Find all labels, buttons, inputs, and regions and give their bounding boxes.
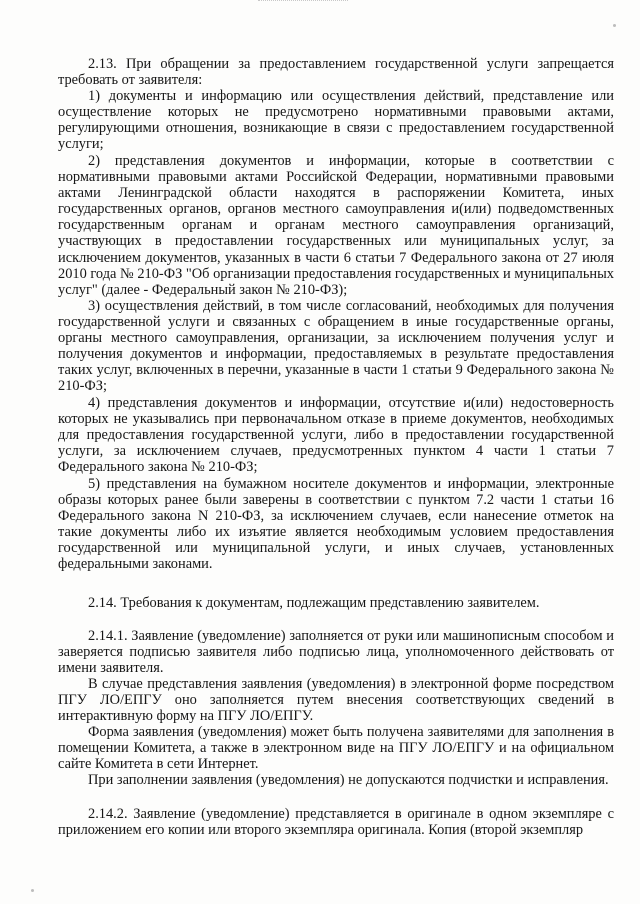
paragraph-form-availability: Форма заявления (уведомления) может быть получена заявителями для заполнения в помещении Комитета, а также в электронном виде на ПГУ ЛО/ЕПГУ и на официальном сайте Комитета в сети Интернет. <box>58 724 614 773</box>
list-item-4: 4) представления документов и информации, отсутствие и(или) недостоверность которых не указывались при первоначальном отказе в приеме документов, необходимых для предоставления государственной услуги, либо в предоставлении государственной услуги, за исключением случаев, предусмотренных пунктом 4 части 1 статьи 7 Федерального закона № 210-ФЗ; <box>58 395 614 476</box>
list-item-3: 3) осуществления действий, в том числе согласований, необходимых для получения государственной услуги и связанных с обращением в иные государственные органы, органы местного самоуправления, организации, за исключением получения услуг и получения документов и информации, предоставляемых в результате предоставления таких услуг, включенных в перечни, указанные в части 1 статьи 9 Федерального закона № 210-ФЗ; <box>58 298 614 395</box>
paragraph-electronic-form: В случае представления заявления (уведомления) в электронной форме посредством ПГУ ЛО/ЕПГУ оно заполняется путем внесения соответствующих сведений в интерактивную форму на ПГУ ЛО/ЕПГУ. <box>58 676 614 725</box>
paragraph-2-14-1: 2.14.1. Заявление (уведомление) заполняется от руки или машинописным способом и заверяется подписью заявителя либо подписью лица, уполномоченного действовать от имени заявителя. <box>58 628 614 677</box>
scan-dust <box>31 889 34 892</box>
list-item-2: 2) представления документов и информации, которые в соответствии с нормативными правовыми актами Российской Федерации, нормативными правовыми актами Ленинградской области находятся в распоряжении Комитета, иных государственных органов, органов местного самоуправления и(или) подведомственных государственным органам и органам местного самоуправления организаций, участвующих в предоставлении государственных или муниципальных услуг, за исключением документов, указанных в части 6 статьи 7 Федерального закона от 27 июля 2010 года № 210-ФЗ "Об организации предоставления государственных и муниципальных услуг" (далее - Федеральный закон № 210-ФЗ); <box>58 153 614 298</box>
section-2-14-heading: 2.14. Требования к документам, подлежащим представлению заявителем. <box>88 595 540 611</box>
scan-artifact <box>258 0 348 5</box>
paragraph-2-13-intro: 2.13. При обращении за предоставлением государственной услуги запрещается требовать от заявителя: <box>58 56 614 89</box>
scan-dust <box>613 24 616 27</box>
paragraph-no-erasures: При заполнении заявления (уведомления) не допускаются подчистки и исправления. <box>88 772 609 788</box>
paragraph-2-14-2: 2.14.2. Заявление (уведомление) представляется в оригинале в одном экземпляре с приложением его копии или второго экземпляра оригинала. Копия (второй экземпляр <box>58 806 614 839</box>
list-item-1: 1) документы и информацию или осуществления действий, представление или осуществление которых не предусмотрено нормативными правовыми актами, регулирующими отношения, возникающие в связи с предоставлением государственной услуги; <box>58 88 614 153</box>
list-item-5: 5) представления на бумажном носителе документов и информации, электронные образы которых ранее были заверены в соответствии с пунктом 7.2 части 1 статьи 16 Федерального закона N 210-ФЗ, за исключением случаев, если нанесение отметок на такие документы либо их изъятие является необходимым условием предоставления государственной или муниципальной услуги, и иных случаев, установленных федеральными законами. <box>58 476 614 573</box>
